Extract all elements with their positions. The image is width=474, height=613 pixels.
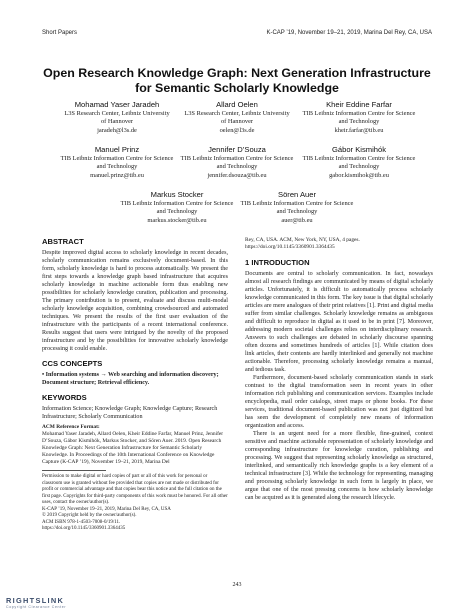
ccs-concepts: • Information systems → Web searching and information discovery; Document structure; Retrieval efficiency. (42, 372, 219, 386)
copyright-line: © 2019 Copyright held by the owner/author(s). (42, 513, 137, 518)
author-affiliation: L3S Research Center, Leibniz University of Hannover (184, 110, 290, 126)
author-affiliation: TIB Leibniz Information Centre for Science and Technology (120, 200, 234, 216)
author-email: auer@tib.eu (281, 216, 313, 224)
intro-paragraph-3: There is an urgent need for a more flexible, fine-grained, context sensitive and machine actionable representation of scholarly knowledge and corresponding infrastructure for knowledge curation, publishing and processing. We suggest that representing scholarly knowledge as structured, interlinked, and semantically rich knowledge graphs is a key element of a technical infrastructure [3]. While the technology for representing, managing and processing scholarly knowledge in such form is largely in place, we argue that one of the most pressing concerns is how scholarly knowledge can be acquired as it is generated along the research lifecycle. (245, 431, 433, 501)
keywords-heading: KEYWORDS (42, 393, 87, 402)
intro-paragraph-1: Documents are central to scholarly communication. In fact, nowadays almost all research findings are communicated by means of digital scholarly articles. Unfortunately, it is difficult to automatically process scholarly knowledge communicated in this form. The key issue is that digital scholarly articles are mere analogues of their print relatives [1]. Print and digital media suffer from similar challenges. Scholarly knowledge remains as ambiguous and difficult to reproduce in digital as it used to be in print [7]. Moreover, addressing modern societal challenges relies on interdisciplinary research. Answers to such challenges are debated in scholarly discourse spanning often dozens and sometimes hundreds of articles [1]. While citation does link articles, their contents are hardly interlinked and generally not machine actionable. Therefore, processing scholarly knowledge remains a manual, and tedious task. (245, 271, 433, 373)
doi-link[interactable]: https://doi.org/10.1145/3360901.3364435 (42, 526, 126, 531)
author-name: Manuel Prinz (94, 145, 140, 154)
author-affiliation: TIB Leibniz Information Centre for Science and Technology (180, 155, 294, 171)
author-email: oelen@l3s.de (219, 126, 255, 134)
permission-notice: Permission to make digital or hard copies of part or all of this work for personal or classroom use is granted without fee provided that copies are not made or distributed for profit or commercial advantage and that copies bear this notice and the full citation on the first page. Copyrights for third-party components of this work must be honored. For all other uses, contact the owner/author(s). (42, 474, 228, 505)
intro-paragraph-2: Furthermore, document-based scholarly communication stands in stark contrast to the digital transformation seen in recent years in other information rich publishing and communication services. Examples include encyclopedia, mail order catalogs, street maps or phone books. For these services, traditional document-based publication was not just digitized but has seen the development of completely new means of information organization and access. (245, 375, 433, 429)
author-email: manuel.prinz@tib.eu (90, 171, 144, 179)
author-name: Markus Stocker (150, 190, 204, 199)
abstract-text: Despite improved digital access to scholarly knowledge in recent decades, scholarly communication remains exclusively document-based. In this form, scholarly knowledge is hard to process automatically. We present the first steps towards a knowledge graph based infrastructure that acquires scholarly knowledge in machine actionable form thus enabling new possibilities for scholarly knowledge curation, publication and processing. The primary contribution is to present, evaluate and discuss multi-modal scholarly knowledge acquisition, combining crowdsourced and automated techniques. We present the results of the first user evaluation of the infrastructure with the participants of a recent international conference. Results suggest that users were intrigued by the novelty of the proposed infrastructure and by the possibilities for innovative scholarly knowledge processing it could enable. (42, 250, 228, 352)
author-affiliation: L3S Research Center, Leibniz University of Hannover (64, 110, 170, 126)
running-header-left: Short Papers (42, 30, 78, 36)
author-name: Mohamad Yaser Jaradeh (74, 100, 160, 109)
author-block (222, 190, 372, 225)
author-name: Gábor Kismihók (331, 145, 387, 154)
author-affiliation: TIB Leibniz Information Centre for Science and Technology (60, 155, 174, 171)
right-column (245, 237, 433, 502)
author-name: Jennifer D’Souza (208, 145, 266, 154)
author-affiliation: TIB Leibniz Information Centre for Science and Technology (302, 155, 416, 171)
isbn-line: ACM ISBN 978-1-4503-7008-0/19/11. (42, 519, 121, 525)
author-affiliation: TIB Leibniz Information Centre for Science and Technology (302, 110, 416, 126)
introduction-heading: 1 INTRODUCTION (245, 258, 310, 267)
left-column (42, 237, 228, 533)
author-name: Sören Auer (278, 190, 316, 199)
author-email: kheir.farfar@tib.eu (334, 126, 384, 134)
author-email: jaradeh@l3s.de (97, 126, 137, 134)
author-name: Allard Oelen (216, 100, 258, 109)
rightslink-tagline: Copyright Clearance Center (6, 605, 67, 609)
reference-format-text: Mohamad Yaser Jaradeh, Allard Oelen, Kheir Eddine Farfar, Manuel Prinz, Jennifer D’Souza, Gábor Kismihók, Markus Stocker, and Sören Auer. 2019. Open Research Knowledge Graph: Next Generation Infrastructure for Semantic Scholarly Knowledge. In Proceedings of the 10th International Conference on Knowledge Capture (K-CAP ’19), November 19–21, 2019, Marina Del (42, 431, 224, 465)
author-email: gabor.kismihok@tib.eu (329, 171, 389, 179)
reference-format-heading: ACM Reference Format: (42, 424, 100, 430)
author-email: markus.stocker@tib.eu (147, 216, 207, 224)
author-block (284, 145, 434, 180)
abstract-heading: ABSTRACT (42, 237, 84, 246)
conference-line: K-CAP ’19, November 19–21, 2019, Marina Del Rey, CA, USA (42, 506, 171, 512)
keywords-text: Information Science; Knowledge Graph; Knowledge Capture; Research Infrastructure; Scholarly Communication (42, 406, 218, 420)
rightslink-wordmark: RIGHTSLINK (6, 596, 65, 605)
footnote-rule (42, 470, 106, 471)
ccs-heading: CCS CONCEPTS (42, 359, 103, 368)
author-affiliation: TIB Leibniz Information Centre for Science and Technology (240, 200, 354, 216)
author-block (284, 100, 434, 135)
page-number: 243 (232, 582, 242, 588)
author-name: Kheir Eddine Farfar (326, 100, 392, 109)
paper-title: Open Research Knowledge Graph: Next Generation Infrastructure for Semantic Scholarly Knowledge (43, 66, 431, 95)
author-email: jennifer.dsouza@tib.eu (207, 171, 267, 179)
rightslink-logo (6, 596, 66, 609)
reference-format-continued: Rey, CA, USA. ACM, New York, NY, USA, 4 pages. https://doi.org/10.1145/3360901.3364435 (245, 237, 360, 250)
running-header-right: K-CAP ’19, November 19–21, 2019, Marina Del Rey, CA, USA (266, 30, 432, 36)
